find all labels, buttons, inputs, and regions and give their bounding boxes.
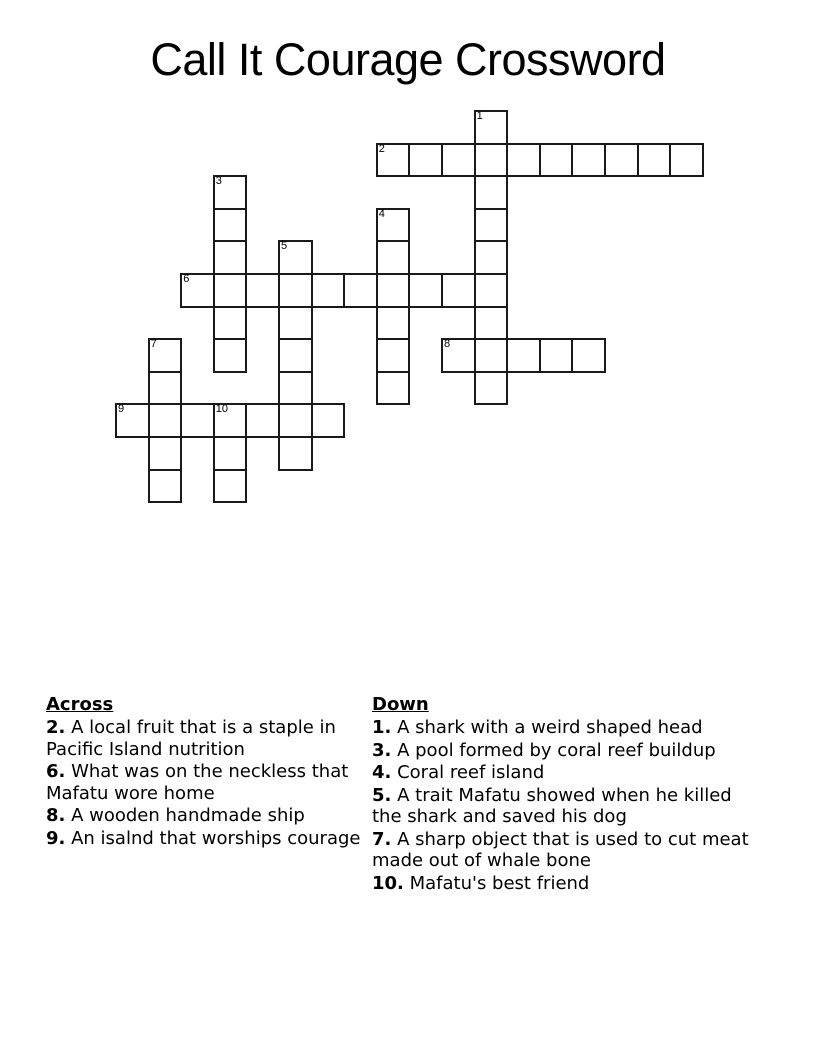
crossword-cell[interactable] — [213, 403, 248, 438]
cell-number: 8 — [444, 338, 451, 351]
clue-item — [372, 829, 762, 872]
clue-text: A trait Mafatu showed when he killed the shark and saved his dog — [372, 784, 732, 827]
crossword-cell[interactable] — [148, 469, 183, 504]
crossword-cell[interactable] — [213, 469, 248, 504]
clue-number: 9. — [46, 827, 66, 849]
clue-number: 8. — [46, 805, 66, 826]
page-title: Call It Courage Crossword — [150, 34, 666, 85]
crossword-cell[interactable] — [213, 338, 248, 373]
crossword-cell[interactable] — [376, 208, 411, 243]
clue-text: An isalnd that worships courage — [65, 827, 361, 849]
crossword-cell[interactable] — [278, 338, 313, 373]
crossword-cell[interactable] — [213, 240, 248, 275]
crossword-cell[interactable] — [408, 273, 443, 308]
clue-item — [372, 762, 762, 784]
clue-item — [46, 717, 362, 760]
clue-text: Coral reef island — [391, 762, 545, 783]
crossword-cell[interactable] — [474, 208, 509, 243]
crossword-cell[interactable] — [376, 306, 411, 341]
crossword-cell[interactable] — [441, 338, 476, 373]
crossword-cell[interactable] — [245, 403, 280, 438]
crossword-cell[interactable] — [311, 403, 346, 438]
crossword-cell[interactable] — [278, 403, 313, 438]
clue-number: 7. — [372, 828, 392, 850]
crossword-cell[interactable] — [474, 273, 509, 308]
crossword-cell[interactable] — [311, 273, 346, 308]
cell-number: 1 — [476, 110, 483, 122]
crossword-cell[interactable] — [637, 143, 672, 178]
down-clues-column — [362, 694, 762, 895]
cell-number: 9 — [118, 403, 125, 416]
clue-text: A pool formed by coral reef buildup — [391, 739, 716, 761]
crossword-cell[interactable] — [148, 403, 183, 438]
crossword-cell[interactable] — [474, 175, 509, 210]
crossword-cell[interactable] — [213, 208, 248, 243]
clue-item — [372, 785, 762, 828]
crossword-cell[interactable] — [571, 338, 606, 373]
crossword-cell[interactable] — [441, 143, 476, 178]
cell-number: 7 — [150, 338, 157, 351]
crossword-cell[interactable] — [408, 143, 443, 178]
across-clues-column — [0, 694, 362, 850]
crossword-cell[interactable] — [506, 143, 541, 178]
crossword-cell[interactable] — [148, 338, 183, 373]
crossword-cell[interactable] — [213, 273, 248, 308]
clue-text: A wooden handmade ship — [65, 805, 305, 826]
crossword-cell[interactable] — [539, 143, 574, 178]
clue-number: 4. — [372, 762, 392, 783]
crossword-cell[interactable] — [376, 143, 411, 178]
cell-number: 3 — [215, 175, 222, 188]
clue-text: What was on the neckless that Mafatu wore home — [46, 761, 349, 804]
crossword-cell[interactable] — [376, 371, 411, 406]
crossword-cell[interactable] — [571, 143, 606, 178]
crossword-cell[interactable] — [474, 338, 509, 373]
clue-text: A sharp object that is used to cut meat made out of whale bone — [372, 828, 749, 871]
crossword-cell[interactable] — [441, 273, 476, 308]
clue-item — [46, 805, 362, 827]
crossword-cell[interactable] — [604, 143, 639, 178]
crossword-cell[interactable] — [474, 306, 509, 341]
clue-item — [372, 717, 762, 739]
crossword-cell[interactable] — [506, 338, 541, 373]
clues-section — [0, 694, 816, 895]
crossword-cell[interactable] — [180, 273, 215, 308]
crossword-cell[interactable] — [474, 110, 509, 145]
crossword-cell[interactable] — [278, 371, 313, 406]
clue-number: 5. — [372, 784, 392, 806]
crossword-cell[interactable] — [245, 273, 280, 308]
crossword-cell[interactable] — [278, 273, 313, 308]
clue-text: A shark with a weird shaped head — [391, 717, 703, 738]
crossword-cell[interactable] — [376, 273, 411, 308]
crossword-cell[interactable] — [669, 143, 704, 178]
crossword-cell[interactable] — [343, 273, 378, 308]
down-clue-list — [372, 717, 762, 894]
cell-number: 6 — [183, 273, 190, 285]
cell-number: 4 — [378, 207, 385, 220]
crossword-cell[interactable] — [278, 240, 313, 275]
crossword-cell[interactable] — [474, 240, 509, 275]
clue-item — [46, 761, 362, 804]
clue-item — [372, 740, 762, 762]
crossword-cell[interactable] — [376, 338, 411, 373]
cell-number: 5 — [281, 240, 288, 253]
across-clue-list — [46, 717, 362, 849]
clue-number: 10. — [372, 872, 404, 894]
down-heading: Down — [372, 694, 429, 715]
crossword-cell[interactable] — [474, 143, 509, 178]
clue-number: 3. — [372, 739, 392, 761]
clue-number: 1. — [372, 717, 392, 738]
clue-number: 6. — [46, 761, 66, 782]
crossword-cell[interactable] — [180, 403, 215, 438]
cell-number: 2 — [378, 142, 385, 155]
crossword-cell[interactable] — [213, 436, 248, 471]
clue-item — [46, 828, 362, 850]
crossword-cell[interactable] — [474, 371, 509, 406]
clue-item — [372, 873, 762, 895]
crossword-cell[interactable] — [539, 338, 574, 373]
crossword-cell[interactable] — [278, 436, 313, 471]
crossword-cell[interactable] — [376, 240, 411, 275]
across-heading: Across — [46, 694, 114, 715]
crossword-cell[interactable] — [278, 306, 313, 341]
clue-text: A local fruit that is a staple in Pacific Island nutrition — [46, 717, 336, 760]
crossword-cell[interactable] — [213, 306, 248, 341]
clue-text: Mafatu's best friend — [403, 872, 590, 894]
crossword-cell[interactable] — [148, 371, 183, 406]
cell-number: 10 — [215, 403, 229, 416]
crossword-cell[interactable] — [115, 403, 150, 438]
crossword-cell[interactable] — [213, 175, 248, 210]
crossword-cell[interactable] — [148, 436, 183, 471]
clue-number: 2. — [46, 717, 66, 738]
